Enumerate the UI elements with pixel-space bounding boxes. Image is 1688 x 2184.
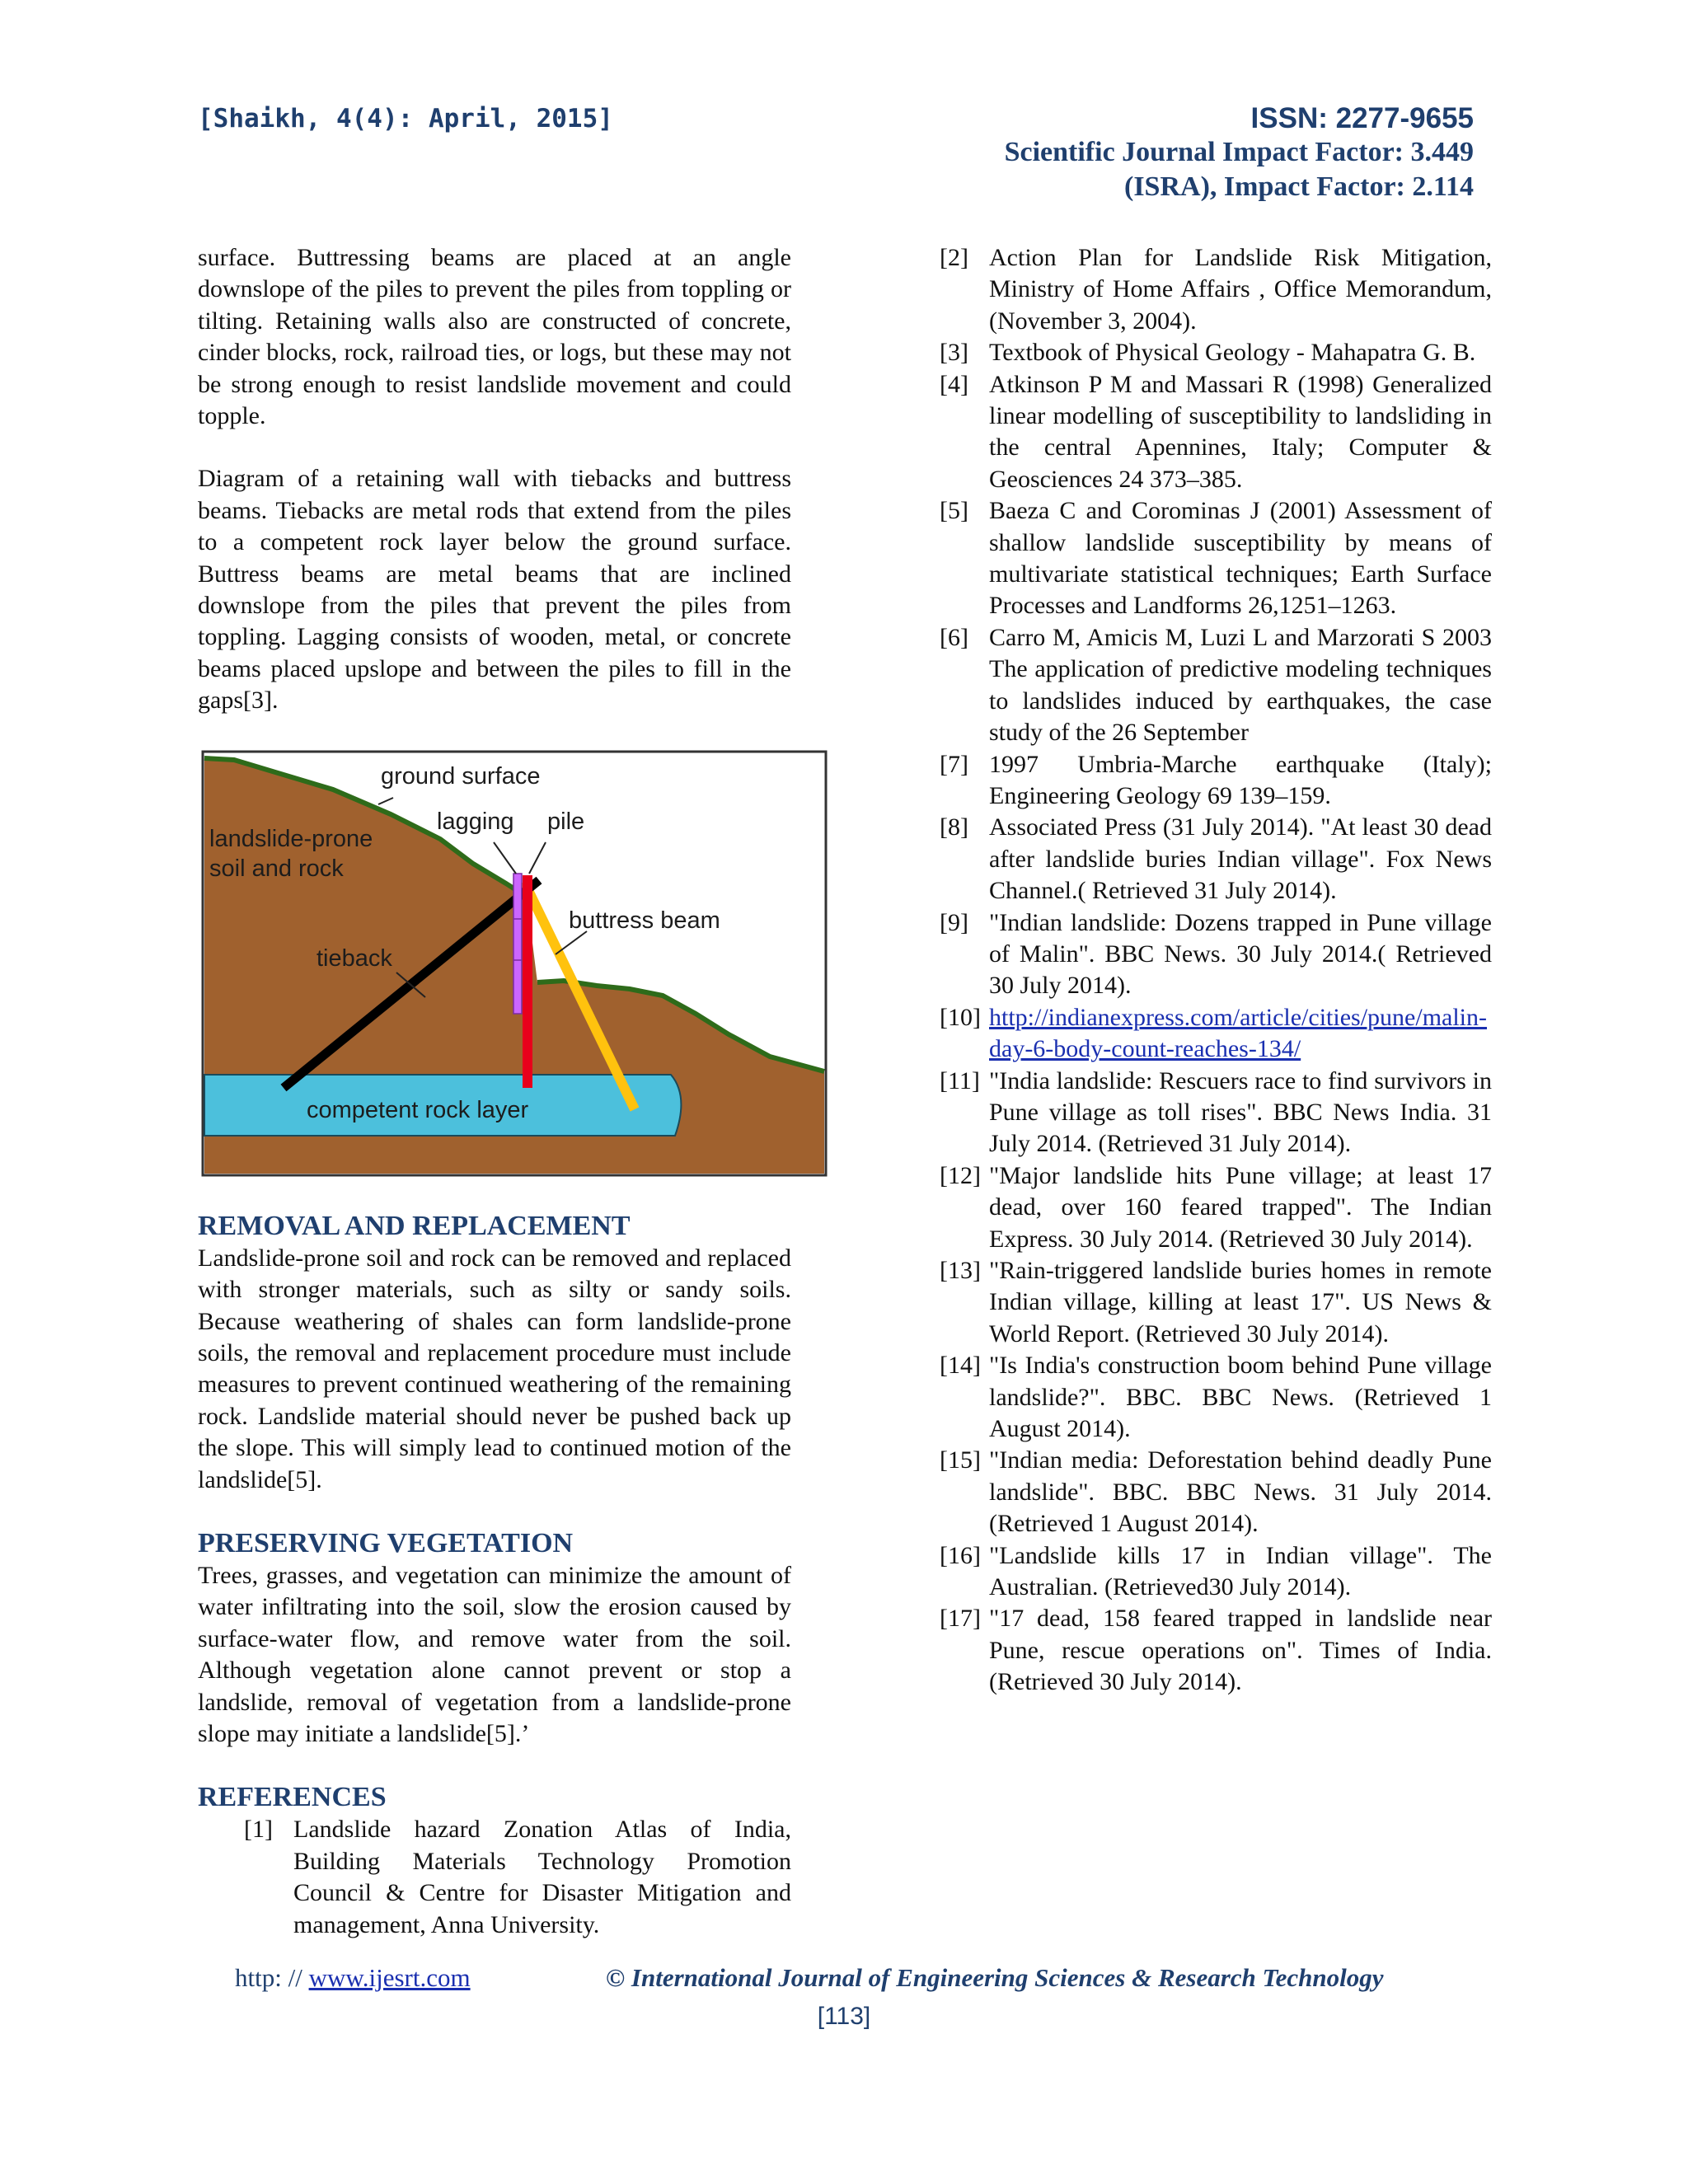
footer-journal-name: © International Journal of Engineering Sciences & Research Technology	[606, 1963, 1384, 1992]
reference-text: Associated Press (31 July 2014). "At least 30 dead after landslide buries Indian village". Fox News Channel.( Retrieved 31 July 2014).	[989, 813, 1492, 905]
reference-text: "Is India's construction boom behind Pune village landslide?". BBC. BBC News. (Retrieved 1 August 2014).	[989, 1352, 1492, 1443]
header-isra-impact: (ISRA), Impact Factor: 2.114	[1124, 171, 1474, 202]
footer-url-link[interactable]: www.ijesrt.com	[308, 1963, 471, 1992]
section-heading-removal: REMOVAL AND REPLACEMENT	[198, 1210, 631, 1241]
reference-item	[940, 337, 1492, 368]
section-heading-vegetation: PRESERVING VEGETATION	[198, 1527, 574, 1558]
reference-number: [12]	[940, 1161, 981, 1189]
reference-item	[940, 1255, 1492, 1350]
reference-number: [15]	[940, 1446, 981, 1474]
reference-number: [3]	[940, 339, 968, 367]
reference-number: [7]	[940, 750, 968, 778]
section-heading-references: REFERENCES	[198, 1782, 387, 1813]
reference-number: [5]	[940, 497, 968, 525]
reference-number: [10]	[940, 1003, 981, 1031]
reference-item	[940, 1540, 1492, 1604]
reference-number: [1]	[244, 1816, 273, 1844]
label-soil-line2: soil and rock	[209, 855, 344, 882]
reference-text: "Rain-triggered landslide buries homes in remote Indian village, killing at least 17". US News & World Report. (Retrieved 30 July 2014).	[989, 1257, 1492, 1347]
reference-text: Textbook of Physical Geology - Mahapatra G. B.	[989, 339, 1476, 367]
reference-item	[940, 1066, 1492, 1160]
label-pile: pile	[547, 808, 585, 835]
reference-number: [16]	[940, 1541, 981, 1569]
reference-text: Baeza C and Corominas J (2001) Assessment of shallow landslide susceptibility by means of multivariate statistical techniques; Earth Surface Processes and Landforms 26,1251–1263.	[989, 497, 1492, 620]
header-impact-factor: Scientific Journal Impact Factor: 3.449	[1004, 137, 1474, 167]
label-soil-line1: landslide-prone	[209, 825, 373, 852]
label-ground-surface: ground surface	[381, 762, 541, 790]
reference-text: "India landslide: Rescuers race to find survivors in Pune village as toll rises". BBC News India. 31 July 2014. (Retrieved 31 July 2014).	[989, 1066, 1492, 1158]
reference-item	[940, 907, 1492, 1002]
left-column	[198, 242, 791, 1941]
reference-item	[940, 622, 1492, 749]
body-paragraph: Landslide-prone soil and rock can be removed and replaced with stronger materials, such as silty or sandy soils. Because weathering of shales can form landslide-prone soils, the removal and replacement procedure must include measures to prevent continued weathering of the remaining rock. Landslide material should never be pushed back up the slope. This will simply lead to continued motion of the landslide[5].	[198, 1244, 791, 1493]
reference-item	[244, 1814, 791, 1941]
label-buttress-beam: buttress beam	[569, 907, 720, 934]
body-paragraph: Diagram of a retaining wall with tiebacks and buttress beams. Tiebacks are metal rods that extend from the piles to a competent rock layer below the ground surface. Buttress beams are metal beams that are inclined downslope from the piles that prevent the piles from toppling. Lagging consists of wooden, metal, or concrete beams placed upslope and between the piles to fill in the gaps[3].	[198, 465, 791, 715]
right-column	[940, 242, 1492, 1699]
reference-item	[940, 242, 1492, 337]
reference-text: "Indian landslide: Dozens trapped in Pune village of Malin". BBC News. 30 July 2014.( Retrieved 30 July 2014).	[989, 908, 1492, 1000]
label-tieback: tieback	[316, 944, 392, 972]
reference-text: "17 dead, 158 feared trapped in landslide near Pune, rescue operations on". Times of India. (Retrieved 30 July 2014).	[989, 1605, 1492, 1696]
header-journal-info	[1005, 102, 1474, 204]
reference-number: [11]	[940, 1066, 980, 1094]
reference-item	[940, 495, 1492, 622]
reference-item	[940, 369, 1492, 496]
reference-number: [6]	[940, 623, 968, 651]
reference-number: [4]	[940, 370, 968, 398]
reference-number: [9]	[940, 908, 968, 936]
reference-text: "Landslide kills 17 in Indian village". The Australian. (Retrieved30 July 2014).	[989, 1541, 1492, 1601]
reference-text: Carro M, Amicis M, Luzi L and Marzorati S 2003 The application of predictive modeling techniques to landslides induced by earthquakes, the case study of the 26 September	[989, 623, 1492, 747]
label-rock-layer: competent rock layer	[307, 1096, 529, 1123]
reference-number: [17]	[940, 1605, 981, 1633]
reference-text: Landslide hazard Zonation Atlas of India, Building Materials Technology Promotion Council & Centre for Disaster Mitigation and management, Anna University.	[293, 1816, 791, 1938]
reference-number: [8]	[940, 813, 968, 841]
reference-number: [13]	[940, 1257, 981, 1284]
lagging	[513, 874, 522, 1014]
reference-text: "Indian media: Deforestation behind deadly Pune landslide". BBC. BBC News. 31 July 2014. (Retrieved 1 August 2014).	[989, 1446, 1492, 1538]
reference-link[interactable]: http://indianexpress.com/article/cities/pune/malin-day-6-body-count-reaches-134/	[989, 1003, 1487, 1063]
page-number: [113]	[817, 2003, 871, 2030]
reference-number: [2]	[940, 244, 968, 271]
header-citation: [Shaikh, 4(4): April, 2015]	[198, 104, 613, 134]
reference-text: Atkinson P M and Massari R (1998) Generalized linear modelling of susceptibility to landsliding in the central Apennines, Italy; Computer & Geosciences 24 373–385.	[989, 370, 1492, 493]
footer-url-prefix: http: //	[235, 1963, 302, 1992]
retaining-wall-svg	[201, 750, 828, 1177]
body-paragraph: Trees, grasses, and vegetation can minimize the amount of water infiltrating into the soil, slow the erosion caused by surface-water flow, and remove water from the soil. Although vegetation alone cannot prevent or stop a landslide, removal of vegetation from a landslide-prone slope may initiate a landslide[5].’	[198, 1561, 791, 1747]
label-lagging: lagging	[437, 808, 514, 835]
reference-number: [14]	[940, 1352, 981, 1380]
reference-item	[940, 1002, 1492, 1066]
reference-item	[940, 1350, 1492, 1445]
reference-text: "Major landslide hits Pune village; at least 17 dead, over 160 feared trapped". The Indian Express. 30 July 2014. (Retrieved 30 July 2014).	[989, 1161, 1492, 1253]
reference-item	[940, 749, 1492, 813]
reference-item	[940, 1445, 1492, 1540]
body-paragraph: surface. Buttressing beams are placed at an angle downslope of the piles to prevent the piles from toppling or tilting. Retaining walls also are constructed of concrete, cinder blocks, rock, railroad ties, or logs, but these may not be strong enough to resist landslide movement and could topple.	[198, 244, 791, 430]
reference-item	[940, 1160, 1492, 1255]
retaining-wall-diagram	[201, 750, 828, 1177]
reference-item	[940, 812, 1492, 907]
header-issn: ISSN: 2277-9655	[1250, 102, 1474, 134]
reference-text: Action Plan for Landslide Risk Mitigation, Ministry of Home Affairs , Office Memorandum, (November 3, 2004).	[989, 244, 1492, 335]
footer-website	[235, 1963, 471, 1993]
reference-item	[940, 1603, 1492, 1698]
reference-text: 1997 Umbria-Marche earthquake (Italy); Engineering Geology 69 139–159.	[989, 750, 1492, 809]
